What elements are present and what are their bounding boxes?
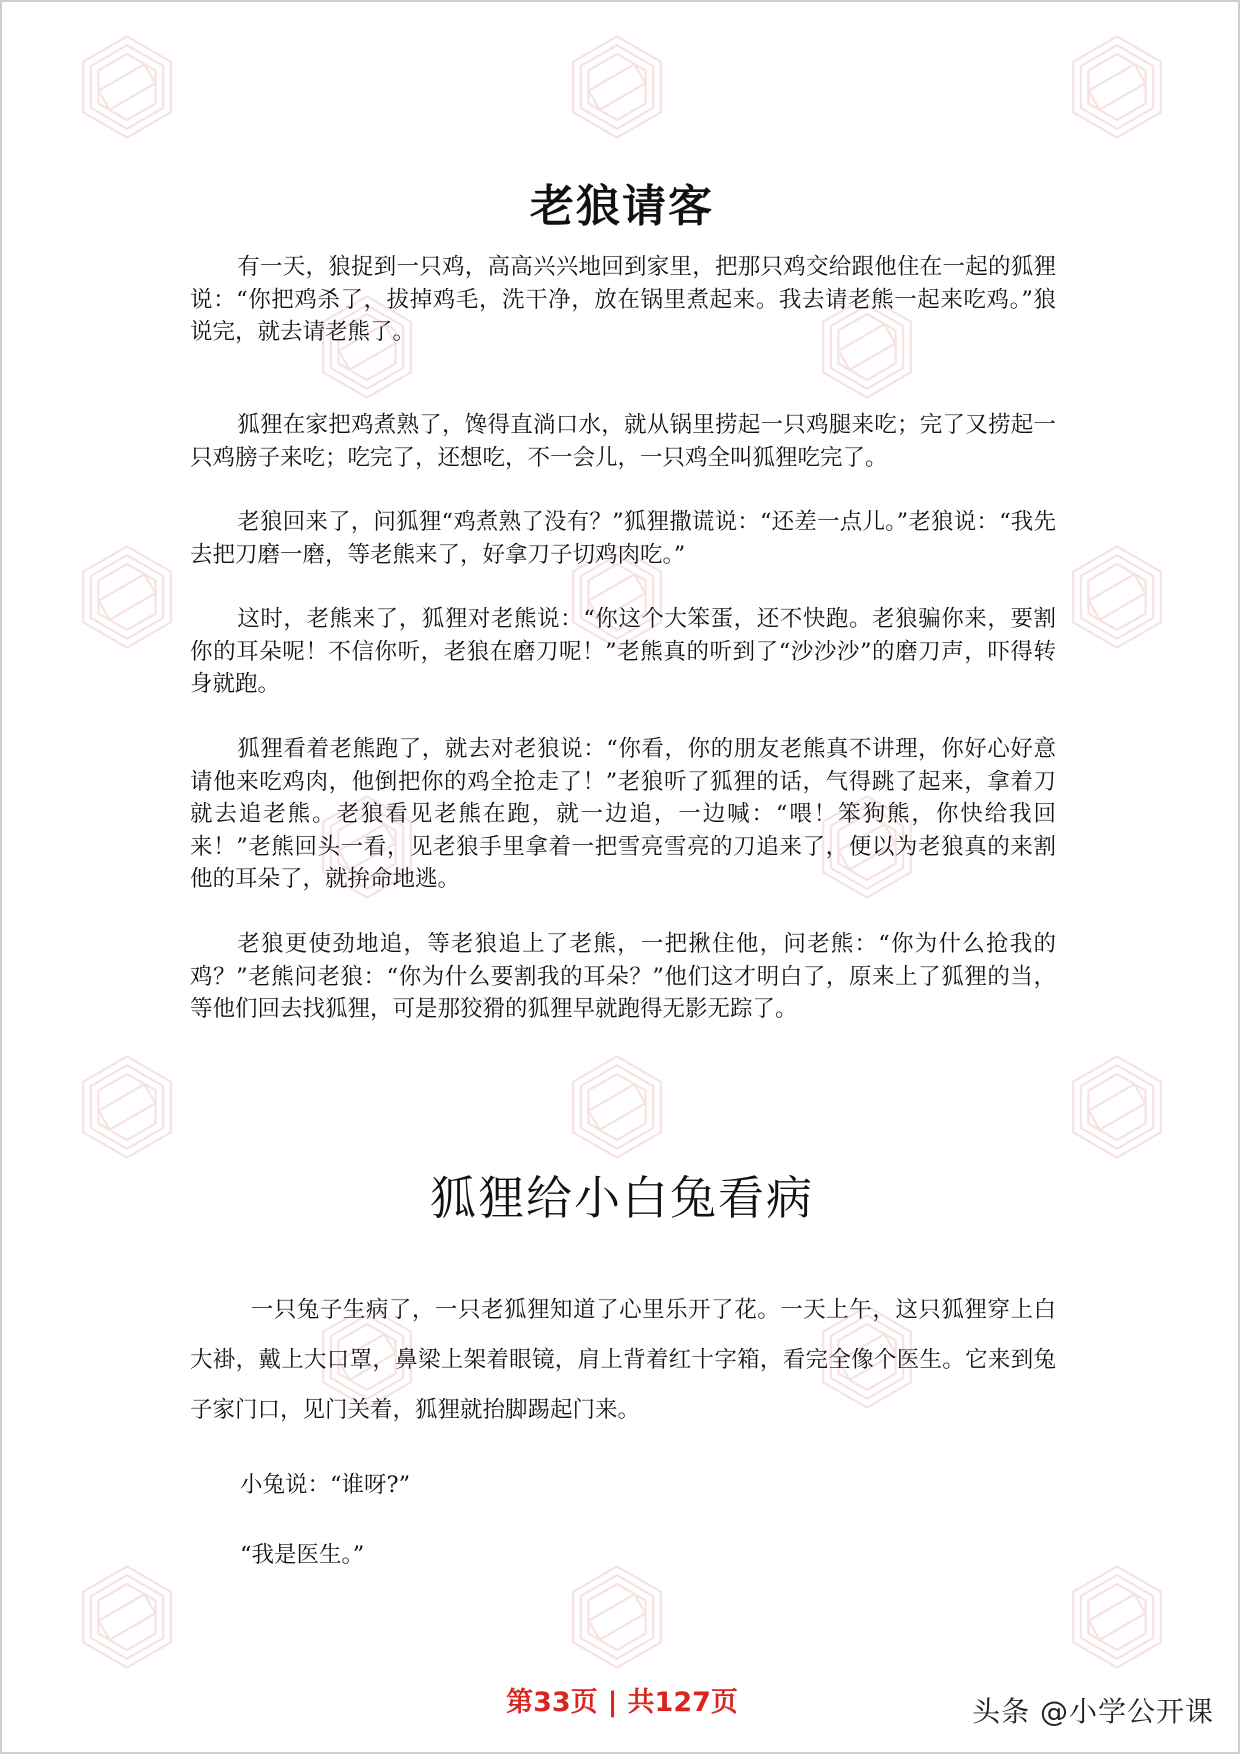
story-paragraph: 这时，老熊来了，狐狸对老熊说：“你这个大笨蛋，还不快跑。老狼骗你来，要割你的耳朵呢！不信你听，老狼在磨刀呢！”老熊真的听到了“沙沙沙”的磨刀声，吓得转身就跑。 bbox=[190, 606, 1056, 697]
source-watermark-text: 头条 @小学公开课 bbox=[972, 1695, 1214, 1728]
story-title: 狐狸给小白兔看病 bbox=[430, 1171, 814, 1225]
page-current: 第33页 bbox=[506, 1687, 598, 1718]
page-total: 共127页 bbox=[627, 1687, 738, 1718]
story-paragraph: 狐狸看着老熊跑了，就去对老狼说：“你看，你的朋友老熊真不讲理，你好心好意请他来吃鸡肉，他倒把你的鸡全抢走了！”老狼听了狐狸的话，气得跳了起来，拿着刀就去追老熊。老狼看见老熊在跑，就一边追，一边喊：“喂！笨狗熊，你快给我回来！”老熊回头一看，见老狼手里拿着一把雪亮雪亮的刀追来了，便以为老狼真的来割他的耳朵了，就拚命地逃。 bbox=[190, 736, 1056, 892]
story-paragraph: 狐狸在家把鸡煮熟了，馋得直淌口水，就从锅里捞起一只鸡腿来吃；完了又捞起一只鸡膀子来吃；吃完了，还想吃，不一会儿，一只鸡全叫狐狸吃完了。 bbox=[190, 412, 1056, 471]
page-content bbox=[2, 2, 1240, 1754]
dialogue-line: 小兔说：“谁呀?” bbox=[240, 1472, 411, 1498]
story-paragraph: 老狼更使劲地追，等老狼追上了老熊，一把揪住他，问老熊：“你为什么抢我的鸡？”老熊问老狼：“你为什么要割我的耳朵？”他们这才明白了，原来上了狐狸的当，等他们回去找狐狸，可是那狡猾的狐狸早就跑得无影无踪了。 bbox=[190, 931, 1056, 1022]
dialogue-line: “我是医生。” bbox=[240, 1542, 365, 1568]
page-separator: | bbox=[607, 1687, 618, 1718]
story-paragraph: 老狼回来了，问狐狸“鸡煮熟了没有？”狐狸撒谎说：“还差一点儿。”老狼说：“我先去把刀磨一磨，等老熊来了，好拿刀子切鸡肉吃。” bbox=[190, 509, 1056, 568]
story-paragraph: 有一天，狼捉到一只鸡，高高兴兴地回到家里，把那只鸡交给跟他住在一起的狐狸说：“你把鸡杀了，拔掉鸡毛，洗干净，放在锅里煮起来。我去请老熊一起来吃鸡。”狼说完，就去请老熊了。 bbox=[190, 254, 1056, 345]
story-paragraph: 一只兔子生病了，一只老狐狸知道了心里乐开了花。一天上午，这只狐狸穿上白大褂，戴上大口罩，鼻梁上架着眼镜，肩上背着红十字箱，看完全像个医生。它来到兔子家门口，见门关着，狐狸就抬脚踢起门来。 bbox=[190, 1297, 1056, 1423]
story-title: 老狼请客 bbox=[530, 181, 714, 232]
